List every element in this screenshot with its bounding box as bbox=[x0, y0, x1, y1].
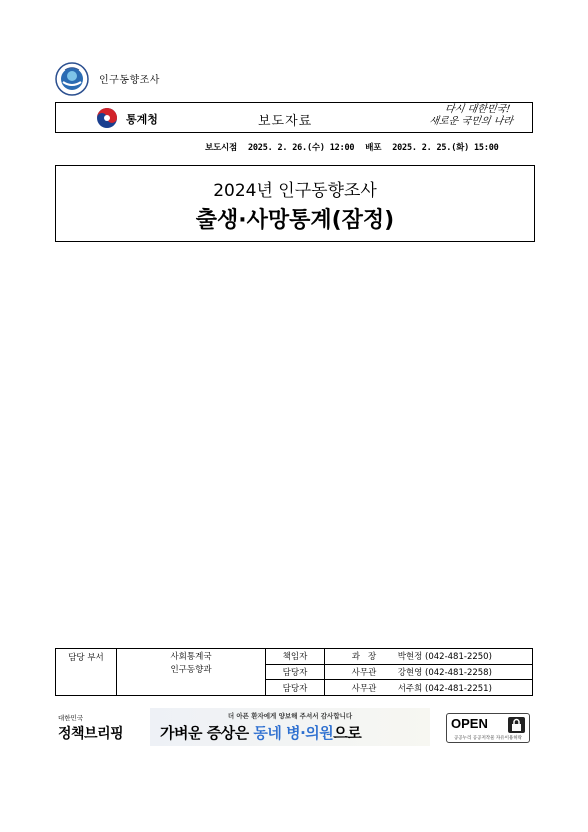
contact-person bbox=[325, 649, 533, 665]
contact-phone: (042-481-2251) bbox=[425, 683, 492, 694]
open-label: OPEN bbox=[451, 716, 488, 731]
contact-role: 책임자 bbox=[266, 649, 325, 665]
title-box bbox=[55, 165, 535, 242]
slogan-line-2: 새로운 국민의 나라 bbox=[428, 116, 514, 127]
title-line-1: 2024년 인구동향조사 bbox=[213, 181, 377, 201]
brand-big: 정책브리핑 bbox=[58, 726, 124, 742]
slogan bbox=[429, 104, 516, 128]
ad-main-part-3: 으로 bbox=[333, 724, 362, 742]
title-line-2: 출생·사망통계(잠정) bbox=[195, 208, 395, 233]
contact-person bbox=[325, 664, 533, 680]
brand-small: 대한민국 bbox=[58, 714, 84, 722]
dept-label: 담당 부서 bbox=[56, 649, 117, 696]
document-type: 보도자료 bbox=[258, 114, 313, 129]
contact-name: 강현영 bbox=[397, 667, 423, 678]
contact-name: 서주희 bbox=[397, 683, 423, 694]
embargo-label: 보도시점 bbox=[205, 143, 238, 153]
contact-person bbox=[325, 680, 533, 696]
distribution-label: 배포 bbox=[365, 143, 382, 153]
contact-role: 담당자 bbox=[266, 664, 325, 680]
contact-phone: (042-481-2250) bbox=[425, 652, 492, 663]
contact-name: 박현정 bbox=[397, 652, 423, 663]
ad-main-part-1: 가벼운 증상은 bbox=[160, 724, 254, 742]
public-campaign-banner[interactable] bbox=[150, 708, 430, 746]
distribution-value: 2025. 2. 25.(화) 15:00 bbox=[392, 143, 499, 153]
lock-icon bbox=[508, 717, 525, 733]
slogan-line-1: 다시 대한민국! bbox=[444, 104, 512, 115]
embargo-value: 2025. 2. 26.(수) 12:00 bbox=[247, 143, 355, 153]
dept-line-1: 사회통계국 bbox=[170, 652, 212, 662]
contact-position: 사무관 bbox=[351, 683, 377, 694]
contact-position: 사무관 bbox=[351, 667, 377, 678]
ad-top-text: 더 아픈 환자에게 양보해 주셔서 감사합니다 bbox=[227, 712, 353, 720]
dept-line-2: 인구동향과 bbox=[170, 665, 212, 675]
open-caption: 공공누리 공공저작물 자유이용허락 bbox=[453, 736, 523, 741]
press-banner bbox=[55, 102, 533, 133]
agency-name: 통계청 bbox=[126, 113, 158, 126]
contact-row bbox=[56, 649, 533, 665]
release-info bbox=[205, 141, 505, 153]
policy-briefing-logo[interactable] bbox=[58, 713, 123, 743]
survey-seal-icon bbox=[55, 62, 89, 96]
ad-main-text bbox=[160, 722, 361, 743]
ad-main-part-2: 동네 병·의원 bbox=[253, 724, 334, 742]
contact-position: 과 장 bbox=[351, 652, 377, 663]
contact-phone: (042-481-2258) bbox=[425, 667, 492, 678]
open-license-badge[interactable] bbox=[446, 713, 530, 743]
contact-table bbox=[55, 648, 533, 696]
contact-role: 담당자 bbox=[266, 680, 325, 696]
survey-label: 인구동향조사 bbox=[99, 75, 160, 86]
taegeuk-emblem-icon bbox=[96, 107, 118, 129]
dept-name bbox=[117, 649, 266, 696]
